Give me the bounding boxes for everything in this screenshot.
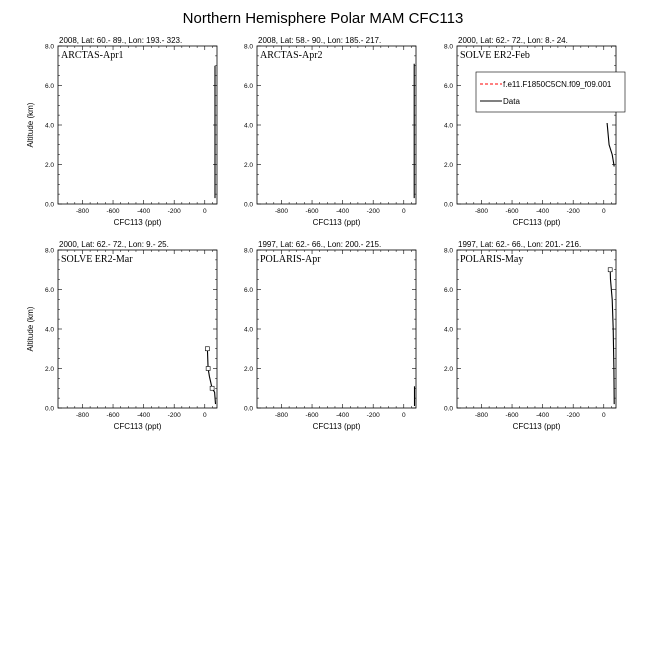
- y-tick-label: 2.0: [243, 366, 253, 373]
- y-tick-label: 0.0: [443, 405, 453, 413]
- x-tick-label: 0: [601, 412, 606, 419]
- x-tick-label: -400: [536, 208, 550, 215]
- y-tick-label: 8.0: [44, 247, 54, 255]
- panel-title: 1997, Lat: 62.- 66., Lon: 201.- 216.: [458, 240, 582, 249]
- y-tick-label: 2.0: [44, 366, 54, 373]
- x-axis-label: CFC113 (ppt): [113, 218, 162, 227]
- y-tick-label: 6.0: [44, 287, 54, 294]
- y-tick-label: 6.0: [443, 287, 453, 294]
- campaign-label: ARCTAS-Apr1: [61, 50, 124, 61]
- y-axis-label: Altitude (km): [26, 306, 35, 352]
- x-tick-label: -800: [75, 412, 89, 419]
- x-tick-label: -800: [474, 412, 488, 419]
- legend-label: Data: [503, 97, 520, 106]
- x-tick-label: -200: [167, 208, 181, 215]
- x-tick-label: -200: [167, 412, 181, 419]
- x-tick-label: -600: [106, 412, 120, 419]
- panel-title: 2000, Lat: 62.- 72., Lon: 8.- 24.: [458, 36, 568, 45]
- y-tick-label: 8.0: [243, 247, 253, 255]
- y-tick-label: 6.0: [44, 83, 54, 90]
- y-tick-label: 6.0: [243, 287, 253, 294]
- x-tick-label: -400: [336, 412, 350, 419]
- y-tick-label: 6.0: [443, 83, 453, 90]
- y-tick-label: 2.0: [443, 162, 453, 169]
- campaign-label: POLARIS-Apr: [260, 254, 321, 265]
- x-tick-label: -800: [274, 208, 288, 215]
- x-tick-label: -200: [366, 208, 380, 215]
- y-tick-label: 8.0: [44, 43, 54, 51]
- x-tick-label: -400: [336, 208, 350, 215]
- y-tick-label: 8.0: [443, 43, 453, 51]
- x-tick-label: -200: [566, 208, 580, 215]
- data-marker: [206, 367, 210, 371]
- campaign-label: SOLVE ER2-Mar: [61, 254, 133, 265]
- legend-box: [476, 72, 625, 112]
- x-tick-label: 0: [202, 412, 207, 419]
- y-tick-label: 2.0: [443, 366, 453, 373]
- legend: [476, 72, 625, 112]
- panel-title: 2008, Lat: 58.- 90., Lon: 185.- 217.: [258, 36, 382, 45]
- campaign-label: ARCTAS-Apr2: [260, 50, 323, 61]
- y-tick-label: 0.0: [44, 201, 54, 209]
- legend-label: f.e11.F1850C5CN.f09_f09.001: [503, 80, 612, 89]
- x-tick-label: -800: [474, 208, 488, 215]
- x-tick-label: -200: [366, 412, 380, 419]
- x-tick-label: -400: [137, 412, 151, 419]
- y-tick-label: 4.0: [44, 122, 54, 130]
- x-axis-label: CFC113 (ppt): [312, 218, 361, 227]
- y-tick-label: 8.0: [443, 247, 453, 255]
- x-tick-label: 0: [401, 208, 406, 215]
- y-tick-label: 8.0: [243, 43, 253, 51]
- x-tick-label: -800: [75, 208, 89, 215]
- data-marker: [608, 268, 612, 272]
- x-tick-label: -800: [274, 412, 288, 419]
- y-tick-label: 2.0: [44, 162, 54, 169]
- x-tick-label: -600: [106, 208, 120, 215]
- y-tick-label: 0.0: [243, 201, 253, 209]
- x-tick-label: -200: [566, 412, 580, 419]
- y-tick-label: 0.0: [44, 405, 54, 413]
- data-marker: [210, 386, 214, 390]
- y-tick-label: 2.0: [243, 162, 253, 169]
- y-tick-label: 4.0: [443, 122, 453, 130]
- y-tick-label: 0.0: [443, 201, 453, 209]
- x-tick-label: 0: [401, 412, 406, 419]
- campaign-label: SOLVE ER2-Feb: [460, 50, 530, 61]
- x-axis-label: CFC113 (ppt): [113, 422, 162, 431]
- y-tick-label: 4.0: [443, 326, 453, 334]
- campaign-label: POLARIS-May: [460, 254, 524, 265]
- y-tick-label: 4.0: [243, 326, 253, 334]
- x-tick-label: -600: [505, 412, 519, 419]
- x-tick-label: -600: [305, 412, 319, 419]
- panel-title: 2000, Lat: 62.- 72., Lon: 9.- 25.: [59, 240, 169, 249]
- data-marker: [205, 347, 209, 351]
- figure-title: Northern Hemisphere Polar MAM CFC113: [182, 10, 464, 27]
- x-axis-label: CFC113 (ppt): [512, 218, 561, 227]
- x-tick-label: -400: [536, 412, 550, 419]
- panel-title: 2008, Lat: 60.- 89., Lon: 193.- 323.: [59, 36, 183, 45]
- x-tick-label: -400: [137, 208, 151, 215]
- y-tick-label: 4.0: [44, 326, 54, 334]
- x-tick-label: -600: [305, 208, 319, 215]
- x-axis-label: CFC113 (ppt): [312, 422, 361, 431]
- panel-title: 1997, Lat: 62.- 66., Lon: 200.- 215.: [258, 240, 382, 249]
- x-tick-label: -600: [505, 208, 519, 215]
- x-tick-label: 0: [202, 208, 207, 215]
- y-tick-label: 0.0: [243, 405, 253, 413]
- y-axis-label: Altitude (km): [26, 102, 35, 148]
- x-axis-label: CFC113 (ppt): [512, 422, 561, 431]
- y-tick-label: 4.0: [243, 122, 253, 130]
- y-tick-label: 6.0: [243, 83, 253, 90]
- x-tick-label: 0: [601, 208, 606, 215]
